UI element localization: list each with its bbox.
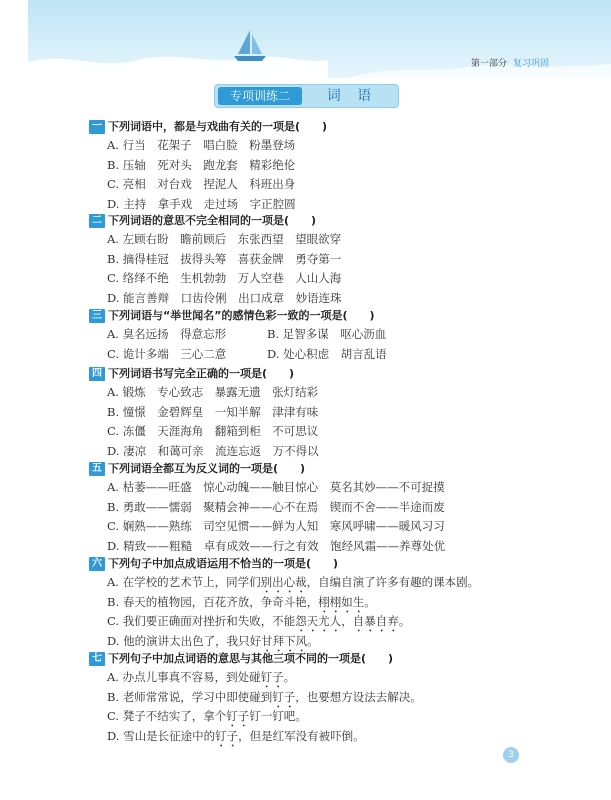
- option-text: C. 我们要正确面对挫折和失败，不能: [107, 614, 296, 628]
- question-number-badge: 六: [89, 557, 105, 571]
- question-heading: [89, 650, 539, 668]
- question-number-badge: 四: [89, 367, 105, 381]
- option-b: [89, 688, 539, 708]
- option-text: ，但是红军没有被吓倒。: [238, 728, 365, 743]
- option-b: B. 足智多谋 呕心沥血: [267, 327, 387, 341]
- dotted-phrase: 自暴自弃: [352, 614, 399, 628]
- option-a: A. 左顾右盼 瞻前顾后 东张西望 望眼欲穿: [107, 232, 342, 246]
- option-text: A. 办点儿事真不容易，到处碰: [107, 670, 261, 684]
- dotted-word: 钉子: [215, 728, 239, 743]
- page-number: 3: [503, 747, 519, 763]
- question-text: 下列词语全都互为反义词的一项是( ): [108, 462, 306, 475]
- option-text: 。: [307, 633, 319, 648]
- option-d: [89, 632, 539, 652]
- question-1: [89, 118, 539, 214]
- question-heading: [89, 365, 539, 383]
- option-c: C. 诡计多端 三心二意: [107, 346, 227, 361]
- option-b: B. 憧憬 金碧辉皇 一知半解 津津有味: [107, 404, 319, 419]
- option-d: D. 凄凉 和蔼可亲 流连忘返 万不得以: [107, 443, 319, 458]
- question-4: [89, 365, 539, 461]
- option-text: ，也要想方设法去解决。: [295, 689, 422, 704]
- option-row: [89, 345, 539, 365]
- option-b: B. 压轴 死对头 跑龙套 精彩绝伦: [107, 157, 296, 172]
- question-heading: [89, 307, 539, 325]
- option-text: D. 雪山是长征途中的: [107, 728, 216, 743]
- question-number-badge: 三: [89, 309, 105, 323]
- sailboat-icon: [234, 30, 266, 61]
- option-d: D. 处心积虑 胡言乱语: [267, 346, 387, 361]
- option-text: 。: [364, 594, 376, 609]
- dotted-phrase: 栩栩如生: [318, 594, 365, 609]
- option-text: B. 老师常常说，学习中即使碰到: [107, 689, 273, 704]
- question-heading: [89, 555, 539, 573]
- part-subtitle: 复习巩固: [512, 59, 549, 69]
- question-2: [89, 212, 539, 308]
- option-c: C. 亮相 对台戏 捏泥人 科班出身: [107, 177, 296, 191]
- question-text: 下列词语的意思不完全相同的一项是( ): [108, 214, 317, 227]
- question-text: 下列词语书写完全正确的一项是( ): [108, 367, 295, 380]
- section-title: [214, 84, 399, 108]
- option-text: ，: [341, 614, 353, 628]
- option-a: A. 行当 花架子 唱白脸 粉墨登场: [107, 138, 296, 152]
- option-b: [89, 593, 539, 613]
- option-c: C. 络绎不绝 生机勃勃 万人空巷 人山人海: [107, 271, 342, 285]
- question-6: [89, 555, 539, 651]
- question-text: 下列句子中加点成语运用不恰当的一项是( ): [108, 557, 339, 570]
- option-text: 。: [283, 670, 296, 684]
- option-b: B. 摘得桂冠 拔得头筹 喜获金牌 勇夺第一: [107, 251, 342, 266]
- question-number-badge: 七: [89, 652, 105, 666]
- option-d: D. 能言善辩 口齿伶俐 出口成章 妙语连珠: [107, 290, 342, 305]
- question-text: 下列词语与“举世闻名”的感情色彩一致的一项是( ): [108, 309, 375, 322]
- option-text: B. 春天的植物园，百花齐放，争奇斗艳，: [107, 594, 319, 609]
- option-a: A. 枯萎——旺盛 惊心动魄——触目惊心 莫名其妙——不可捉摸: [107, 480, 445, 494]
- option-text: ，自编自演了许多有趣的课本剧。: [306, 575, 480, 589]
- option-c: [89, 707, 539, 727]
- section-label: [471, 56, 549, 69]
- question-5: [89, 460, 539, 556]
- question-text: 下列句子中加点词语的意思与其他三项不同的一项是( ): [108, 652, 394, 665]
- option-b: B. 勇敢——懦弱 聚精会神——心不在焉 锲而不舍——半途而废: [107, 499, 445, 514]
- question-3: [89, 307, 539, 364]
- option-d: [89, 727, 539, 747]
- title-training-label: 专项训练二: [218, 87, 302, 105]
- option-row: [89, 325, 539, 345]
- option-d: D. 主持 拿手戏 走过场 字正腔圆: [107, 196, 296, 211]
- option-text: A. 在学校的艺术节上，同学们: [107, 575, 261, 589]
- question-7: [89, 650, 539, 746]
- option-c: [89, 612, 539, 632]
- option-c: C. 冻僵 天涯海角 翻箱到柜 不可思议: [107, 424, 319, 438]
- question-heading: [89, 212, 539, 230]
- dotted-word: 钉子: [272, 689, 296, 704]
- question-heading: [89, 460, 539, 478]
- dotted-phrase: 别出心裁: [260, 575, 307, 589]
- dotted-word: 钉子: [260, 670, 284, 684]
- option-text: 。: [398, 614, 411, 628]
- option-a: A. 臭名远扬 得意忘形: [107, 327, 227, 341]
- part-label: 第一部分: [470, 59, 507, 69]
- title-topic: 词 语: [326, 88, 378, 104]
- option-a: [89, 668, 539, 688]
- question-number-badge: 二: [89, 214, 105, 228]
- question-text: 下列词语中，都是与戏曲有关的一项是( ): [108, 120, 328, 133]
- dotted-phrase: 甘拜下风: [261, 633, 308, 648]
- question-heading: [89, 118, 539, 136]
- option-d: D. 精致——粗糙 卓有成效——行之有效 饱经风霜——养尊处优: [107, 538, 446, 553]
- option-a: [89, 573, 539, 593]
- question-number-badge: 一: [89, 120, 105, 134]
- option-text: C. 凳子不结实了，拿个: [107, 709, 227, 723]
- dotted-phrase: 怨天尤人: [295, 614, 342, 628]
- option-text: D. 他的演讲太出色了，我只好: [107, 633, 262, 648]
- option-c: C. 娴熟——熟练 司空见惯——鲜为人知 寒风呼啸——暖风习习: [107, 519, 445, 533]
- option-a: A. 锻炼 专心致志 暴露无遗 张灯结彩: [107, 385, 319, 399]
- question-number-badge: 五: [89, 462, 105, 476]
- dotted-word: 钉子: [226, 709, 250, 723]
- option-text: 钉一钉吧。: [249, 709, 307, 723]
